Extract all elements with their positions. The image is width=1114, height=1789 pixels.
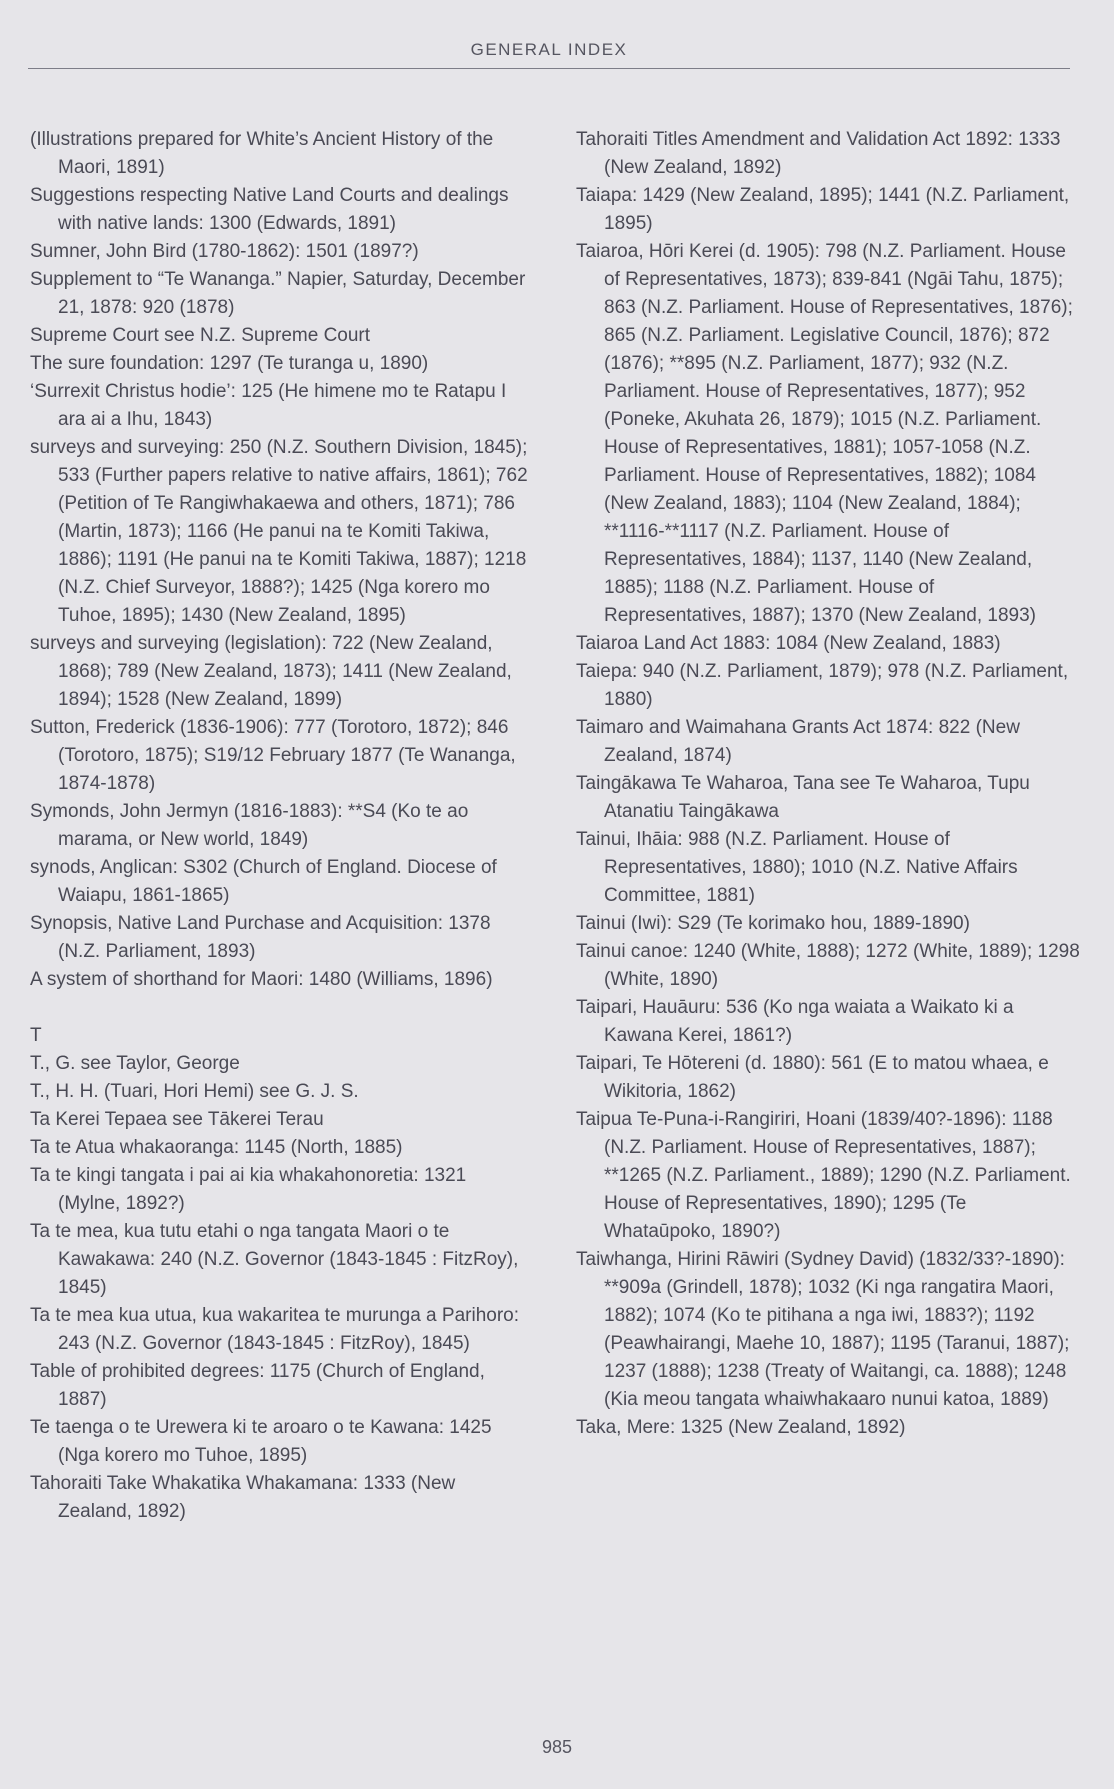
index-entry: A system of shorthand for Maori: 1480 (Williams, 1896) <box>30 969 493 990</box>
index-entry: Tahoraiti Take Whakatika Whakamana: 1333 (New Zealand, 1892) <box>30 1473 456 1522</box>
index-entry: Taiwhanga, Hirini Rāwiri (Sydney David) (1832/33?-1890): **909a (Grindell, 1878); 1032 (Ki nga rangatira Maori, 1882); 1074 (Ko te pitihana a nga iwi, 1883?); 1192 (Peawhairangi, Maehe 10, 1887); 1195 (Taranui, 1887); 1237 (1888); 1238 (Treaty of Waitangi, ca. 1888); 1248 (Kia meou tangata whaiwhakaaro nunui katoa, 1889) <box>576 1249 1070 1410</box>
index-entry: Tainui (Iwi): S29 (Te korimako hou, 1889-1890) <box>576 913 970 934</box>
index-entry: Supplement to “Te Wananga.” Napier, Saturday, December 21, 1878: 920 (1878) <box>30 269 526 318</box>
index-entry: Ta te Atua whakaoranga: 1145 (North, 1885) <box>30 1137 403 1158</box>
index-entry: Taka, Mere: 1325 (New Zealand, 1892) <box>576 1417 906 1438</box>
index-entry: Taingākawa Te Waharoa, Tana see Te Waharoa, Tupu Atanatiu Taingākawa <box>576 773 1030 822</box>
index-entry: Ta te kingi tangata i pai ai kia whakahonoretia: 1321 (Mylne, 1892?) <box>30 1165 467 1214</box>
index-entry: Table of prohibited degrees: 1175 (Church of England, 1887) <box>30 1361 485 1410</box>
index-entry: Sumner, John Bird (1780-1862): 1501 (1897?) <box>30 241 419 262</box>
index-entry: Te taenga o te Urewera ki te aroaro o te Kawana: 1425 (Nga korero mo Tuhoe, 1895) <box>30 1417 492 1466</box>
index-entry: ‘Surrexit Christus hodie’: 125 (He himene mo te Ratapu I ara ai a Ihu, 1843) <box>30 381 507 430</box>
index-entry: Sutton, Frederick (1836-1906): 777 (Torotoro, 1872); 846 (Torotoro, 1875); S19/12 February 1877 (Te Wananga, 1874-1878) <box>30 717 516 794</box>
index-entry: Tahoraiti Titles Amendment and Validation Act 1892: 1333 (New Zealand, 1892) <box>576 129 1061 178</box>
index-entry: (Illustrations prepared for White’s Ancient History of the Maori, 1891) <box>30 129 494 178</box>
index-entry: Taipua Te-Puna-i-Rangiriri, Hoani (1839/40?-1896): 1188 (N.Z. Parliament. House of Representatives, 1887); **1265 (N.Z. Parliament., 1889); 1290 (N.Z. Parliament. House of Representatives, 1890); 1295 (Te Whataūpoko, 1890?) <box>576 1109 1071 1242</box>
index-entry: Taiaroa, Hōri Kerei (d. 1905): 798 (N.Z. Parliament. House of Representatives, 1873); 839-841 (Ngāi Tahu, 1875); 863 (N.Z. Parliament. House of Representatives, 1876); 865 (N.Z. Parliament. Legislative Council, 1876); 872 (1876); **895 (N.Z. Parliament, 1877); 932 (N.Z. Parliament. House of Representatives, 1877); 952 (Poneke, Akuhata 26, 1879); 1015 (N.Z. Parliament. House of Representatives, 1881); 1057-1058 (N.Z. Parliament. House of Representatives, 1882); 1084 (New Zealand, 1883); 1104 (New Zealand, 1884); **1116-**1117 (N.Z. Parliament. House of Representatives, 1884); 1137, 1140 (New Zealand, 1885); 1188 (N.Z. Parliament. House of Representatives, 1887); 1370 (New Zealand, 1893) <box>576 241 1073 626</box>
index-entry: synods, Anglican: S302 (Church of England. Diocese of Waiapu, 1861-1865) <box>30 857 497 906</box>
index-entry: Taipari, Te Hōtereni (d. 1880): 561 (E to matou whaea, e Wikitoria, 1862) <box>576 1053 1049 1102</box>
index-entry: Symonds, John Jermyn (1816-1883): **S4 (Ko te ao marama, or New world, 1849) <box>30 801 469 850</box>
index-entry: Taimaro and Waimahana Grants Act 1874: 822 (New Zealand, 1874) <box>576 717 1020 766</box>
page-number: 985 <box>541 1737 573 1757</box>
index-entry: surveys and surveying (legislation): 722 (New Zealand, 1868); 789 (New Zealand, 1873); 1411 (New Zealand, 1894); 1528 (New Zealand, 1899) <box>30 633 512 710</box>
left-column <box>30 126 530 1526</box>
index-entry: The sure foundation: 1297 (Te turanga u, 1890) <box>30 353 429 374</box>
index-entry: Tainui, Ihāia: 988 (N.Z. Parliament. House of Representatives, 1880); 1010 (N.Z. Native Affairs Committee, 1881) <box>576 829 1018 906</box>
index-entry: Tainui canoe: 1240 (White, 1888); 1272 (White, 1889); 1298 (White, 1890) <box>576 941 1080 990</box>
index-entry: Ta te mea, kua tutu etahi o nga tangata Maori o te Kawakawa: 240 (N.Z. Governor (1843-1845 : FitzRoy), 1845) <box>30 1221 519 1298</box>
index-entry: Taipari, Hauāuru: 536 (Ko nga waiata a Waikato ki a Kawana Kerei, 1861?) <box>576 997 1014 1046</box>
index-entry: Ta Kerei Tepaea see Tākerei Terau <box>30 1109 324 1130</box>
index-entry: Suggestions respecting Native Land Courts and dealings with native lands: 1300 (Edwards, 1891) <box>30 185 509 234</box>
right-column <box>576 126 1081 1442</box>
running-header: GENERAL INDEX <box>470 40 628 59</box>
index-entry: Taiepa: 940 (N.Z. Parliament, 1879); 978 (N.Z. Parliament, 1880) <box>576 661 1069 710</box>
index-entry: Synopsis, Native Land Purchase and Acquisition: 1378 (N.Z. Parliament, 1893) <box>30 913 491 962</box>
index-entry: surveys and surveying: 250 (N.Z. Southern Division, 1845); 533 (Further papers relative to native affairs, 1861); 762 (Petition of Te Rangiwhakaewa and others, 1871); 786 (Martin, 1873); 1166 (He panui na te Komiti Takiwa, 1886); 1191 (He panui na te Komiti Takiwa, 1887); 1218 (N.Z. Chief Surveyor, 1888?); 1425 (Nga korero mo Tuhoe, 1895); 1430 (New Zealand, 1895) <box>30 437 528 626</box>
header-rule <box>28 68 1070 69</box>
index-entry: T., H. H. (Tuari, Hori Hemi) see G. J. S. <box>30 1081 359 1102</box>
index-entry: Ta te mea kua utua, kua wakaritea te murunga a Parihoro: 243 (N.Z. Governor (1843-1845 : FitzRoy), 1845) <box>30 1305 519 1354</box>
section-letter: T <box>30 1025 42 1046</box>
index-entry: T., G. see Taylor, George <box>30 1053 240 1074</box>
index-entry: Supreme Court see N.Z. Supreme Court <box>30 325 371 346</box>
index-entry: Taiaroa Land Act 1883: 1084 (New Zealand, 1883) <box>576 633 1001 654</box>
index-entry: Taiapa: 1429 (New Zealand, 1895); 1441 (N.Z. Parliament, 1895) <box>576 185 1070 234</box>
